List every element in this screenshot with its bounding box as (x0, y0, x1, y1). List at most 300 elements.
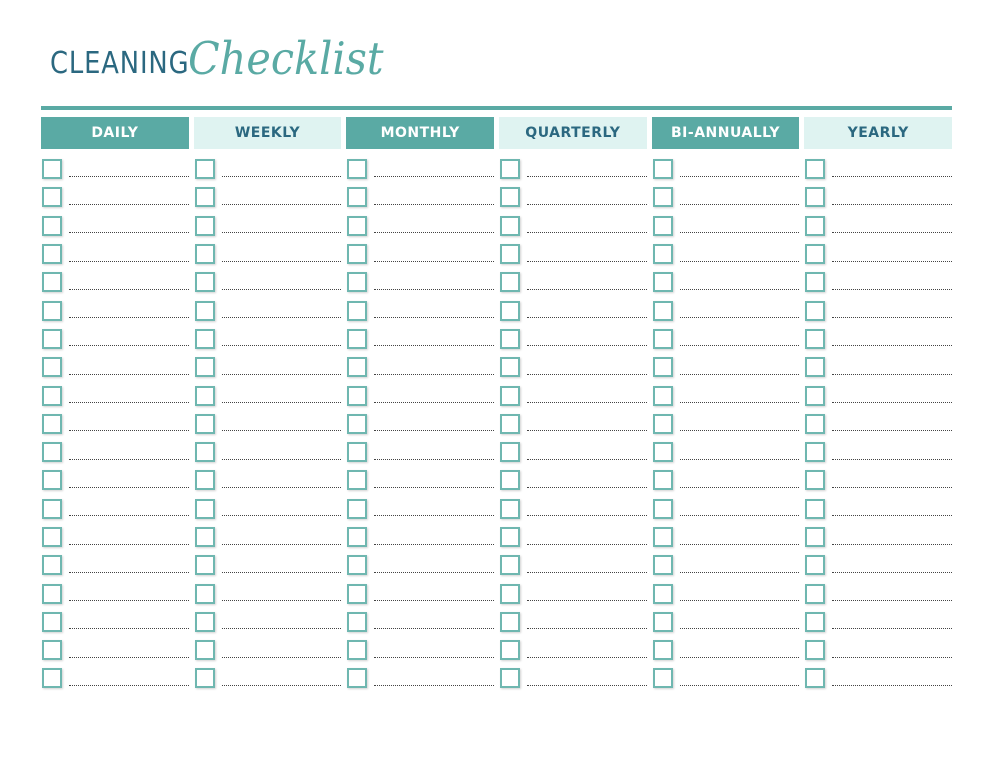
task-line[interactable] (527, 558, 647, 573)
checkbox[interactable] (500, 159, 520, 179)
task-line[interactable] (832, 331, 952, 346)
column-monthly (346, 117, 494, 697)
checkbox[interactable] (653, 301, 673, 321)
task-line[interactable] (374, 586, 494, 601)
checklist-row (194, 579, 342, 607)
task-line[interactable] (832, 501, 952, 516)
checkbox[interactable] (347, 668, 367, 688)
task-line[interactable] (69, 586, 189, 601)
checkbox[interactable] (347, 555, 367, 575)
task-line[interactable] (832, 190, 952, 205)
checkbox[interactable] (500, 640, 520, 660)
checkbox[interactable] (195, 187, 215, 207)
task-line[interactable] (222, 360, 342, 375)
task-line[interactable] (527, 671, 647, 686)
checklist-row (499, 183, 647, 211)
checklist-row (499, 523, 647, 551)
checkbox[interactable] (42, 272, 62, 292)
checklist-row (652, 636, 800, 664)
task-line[interactable] (527, 303, 647, 318)
checklist-row (194, 495, 342, 523)
task-line[interactable] (374, 416, 494, 431)
checkbox[interactable] (195, 527, 215, 547)
checkbox[interactable] (347, 442, 367, 462)
checklist-row (804, 551, 952, 579)
task-line[interactable] (832, 416, 952, 431)
checklist-row (41, 664, 189, 692)
checklist-row (804, 579, 952, 607)
checklist-row (346, 381, 494, 409)
checklist-row (194, 353, 342, 381)
task-line[interactable] (832, 614, 952, 629)
checkbox[interactable] (653, 470, 673, 490)
task-line[interactable] (222, 247, 342, 262)
checkbox[interactable] (653, 386, 673, 406)
checklist-row (41, 466, 189, 494)
checkbox[interactable] (195, 414, 215, 434)
task-line[interactable] (832, 530, 952, 545)
checkbox[interactable] (347, 584, 367, 604)
checklist-row (41, 183, 189, 211)
task-line[interactable] (680, 275, 800, 290)
task-line[interactable] (680, 303, 800, 318)
task-line[interactable] (832, 360, 952, 375)
task-line[interactable] (222, 671, 342, 686)
checkbox[interactable] (42, 414, 62, 434)
task-line[interactable] (374, 614, 494, 629)
checkbox[interactable] (347, 357, 367, 377)
checklist-row (804, 410, 952, 438)
task-line[interactable] (69, 388, 189, 403)
checkbox[interactable] (805, 244, 825, 264)
task-line[interactable] (527, 388, 647, 403)
checklist-row (804, 608, 952, 636)
task-line[interactable] (69, 614, 189, 629)
checklist-row (652, 410, 800, 438)
checkbox[interactable] (653, 272, 673, 292)
checkbox[interactable] (42, 187, 62, 207)
task-line[interactable] (222, 473, 342, 488)
task-line[interactable] (832, 586, 952, 601)
task-line[interactable] (222, 190, 342, 205)
checkbox[interactable] (805, 329, 825, 349)
checklist-row (499, 636, 647, 664)
task-line[interactable] (527, 360, 647, 375)
checkbox[interactable] (195, 442, 215, 462)
checkbox[interactable] (42, 499, 62, 519)
checkbox[interactable] (195, 470, 215, 490)
checkbox[interactable] (500, 329, 520, 349)
checkbox[interactable] (42, 159, 62, 179)
checklist-row (804, 296, 952, 324)
task-line[interactable] (527, 445, 647, 460)
column-bi-annually (652, 117, 800, 697)
task-line[interactable] (832, 643, 952, 658)
checkbox[interactable] (500, 442, 520, 462)
task-line[interactable] (527, 614, 647, 629)
checklist-row (41, 212, 189, 240)
task-line[interactable] (69, 331, 189, 346)
checklist-row (652, 438, 800, 466)
checkbox[interactable] (195, 668, 215, 688)
task-line[interactable] (374, 331, 494, 346)
checkbox[interactable] (500, 187, 520, 207)
task-line[interactable] (832, 218, 952, 233)
checkbox[interactable] (500, 272, 520, 292)
checkbox[interactable] (500, 470, 520, 490)
task-line[interactable] (222, 558, 342, 573)
task-line[interactable] (222, 388, 342, 403)
checkbox[interactable] (653, 555, 673, 575)
task-line[interactable] (680, 247, 800, 262)
task-line[interactable] (832, 303, 952, 318)
checkbox[interactable] (500, 386, 520, 406)
checkbox[interactable] (347, 272, 367, 292)
checkbox[interactable] (42, 527, 62, 547)
checkbox[interactable] (195, 159, 215, 179)
checkbox[interactable] (500, 357, 520, 377)
checkbox[interactable] (42, 442, 62, 462)
checklist-row (346, 579, 494, 607)
task-line[interactable] (680, 558, 800, 573)
task-line[interactable] (527, 331, 647, 346)
task-line[interactable] (374, 303, 494, 318)
checkbox[interactable] (195, 612, 215, 632)
checkbox[interactable] (42, 301, 62, 321)
checkbox[interactable] (42, 386, 62, 406)
column-header: YEARLY (804, 117, 952, 149)
checkbox[interactable] (195, 555, 215, 575)
task-line[interactable] (69, 360, 189, 375)
checkbox[interactable] (42, 555, 62, 575)
checklist-row (194, 381, 342, 409)
task-line[interactable] (222, 331, 342, 346)
column-yearly (804, 117, 952, 697)
task-line[interactable] (374, 501, 494, 516)
task-line[interactable] (69, 275, 189, 290)
checkbox[interactable] (805, 555, 825, 575)
checkbox[interactable] (500, 216, 520, 236)
task-line[interactable] (222, 218, 342, 233)
checkbox[interactable] (42, 244, 62, 264)
task-line[interactable] (374, 643, 494, 658)
checkbox[interactable] (195, 329, 215, 349)
task-line[interactable] (527, 530, 647, 545)
checkbox[interactable] (500, 499, 520, 519)
task-line[interactable] (527, 218, 647, 233)
column-header: MONTHLY (346, 117, 494, 149)
checkbox[interactable] (347, 640, 367, 660)
task-line[interactable] (832, 473, 952, 488)
checklist-row (652, 155, 800, 183)
task-line[interactable] (374, 247, 494, 262)
task-line[interactable] (832, 445, 952, 460)
checklist-row (499, 212, 647, 240)
checklist-row (41, 381, 189, 409)
checklist-row (41, 155, 189, 183)
task-line[interactable] (680, 190, 800, 205)
task-line[interactable] (222, 445, 342, 460)
checklist-row (41, 636, 189, 664)
checklist-row (804, 240, 952, 268)
task-line[interactable] (374, 162, 494, 177)
checkbox[interactable] (653, 527, 673, 547)
title-divider (41, 106, 952, 110)
checkbox[interactable] (500, 527, 520, 547)
checklist-row (41, 325, 189, 353)
checklist-row (804, 495, 952, 523)
checkbox[interactable] (195, 216, 215, 236)
checklist-row (499, 438, 647, 466)
task-line[interactable] (832, 558, 952, 573)
column-quarterly (499, 117, 647, 697)
checkbox[interactable] (195, 386, 215, 406)
task-line[interactable] (69, 671, 189, 686)
task-line[interactable] (222, 501, 342, 516)
checklist-row (499, 608, 647, 636)
checkbox[interactable] (500, 668, 520, 688)
column-header: BI-ANNUALLY (652, 117, 800, 149)
checkbox[interactable] (805, 187, 825, 207)
task-line[interactable] (680, 360, 800, 375)
checkbox[interactable] (195, 640, 215, 660)
checkbox[interactable] (195, 357, 215, 377)
checklist-row (194, 155, 342, 183)
task-line[interactable] (69, 247, 189, 262)
checkbox[interactable] (805, 357, 825, 377)
task-line[interactable] (832, 671, 952, 686)
task-line[interactable] (69, 473, 189, 488)
checkbox[interactable] (347, 414, 367, 434)
checkbox[interactable] (653, 244, 673, 264)
checkbox[interactable] (42, 668, 62, 688)
checkbox[interactable] (653, 357, 673, 377)
checkbox[interactable] (805, 159, 825, 179)
task-line[interactable] (222, 586, 342, 601)
checkbox[interactable] (653, 187, 673, 207)
checklist-row (346, 353, 494, 381)
task-line[interactable] (527, 162, 647, 177)
task-line[interactable] (680, 162, 800, 177)
task-line[interactable] (527, 473, 647, 488)
task-line[interactable] (832, 247, 952, 262)
checkbox[interactable] (805, 527, 825, 547)
checkbox[interactable] (347, 216, 367, 236)
task-line[interactable] (527, 416, 647, 431)
task-line[interactable] (69, 501, 189, 516)
column-header: WEEKLY (194, 117, 342, 149)
task-line[interactable] (527, 247, 647, 262)
checkbox[interactable] (653, 414, 673, 434)
checklist-row (652, 268, 800, 296)
task-line[interactable] (222, 530, 342, 545)
checklist-row (41, 240, 189, 268)
column-daily (41, 117, 189, 697)
checkbox[interactable] (500, 612, 520, 632)
checkbox[interactable] (805, 301, 825, 321)
checkbox[interactable] (42, 329, 62, 349)
checkbox[interactable] (805, 272, 825, 292)
checklist-row (499, 466, 647, 494)
checkbox[interactable] (347, 244, 367, 264)
checkbox[interactable] (347, 329, 367, 349)
checklist-row (804, 268, 952, 296)
task-line[interactable] (527, 501, 647, 516)
checkbox[interactable] (347, 527, 367, 547)
checkbox[interactable] (347, 301, 367, 321)
checkbox[interactable] (805, 640, 825, 660)
task-line[interactable] (69, 190, 189, 205)
checkbox[interactable] (805, 668, 825, 688)
task-line[interactable] (680, 501, 800, 516)
checkbox[interactable] (805, 584, 825, 604)
checklist-row (652, 523, 800, 551)
checklist-row (346, 466, 494, 494)
checklist-row (41, 579, 189, 607)
checkbox[interactable] (42, 640, 62, 660)
checkbox[interactable] (347, 386, 367, 406)
checklist-row (194, 664, 342, 692)
checklist-row (652, 579, 800, 607)
checklist-row (346, 438, 494, 466)
checkbox[interactable] (653, 216, 673, 236)
checkbox[interactable] (42, 470, 62, 490)
task-line[interactable] (832, 388, 952, 403)
checklist-row (804, 212, 952, 240)
checklist-row (652, 664, 800, 692)
checkbox[interactable] (195, 244, 215, 264)
task-line[interactable] (374, 275, 494, 290)
task-line[interactable] (680, 388, 800, 403)
checklist-row (194, 438, 342, 466)
task-line[interactable] (680, 331, 800, 346)
task-line[interactable] (69, 445, 189, 460)
task-line[interactable] (69, 416, 189, 431)
task-line[interactable] (222, 614, 342, 629)
task-line[interactable] (680, 586, 800, 601)
task-line[interactable] (374, 473, 494, 488)
checkbox[interactable] (195, 272, 215, 292)
task-line[interactable] (832, 162, 952, 177)
checkbox[interactable] (42, 216, 62, 236)
checklist-row (346, 608, 494, 636)
task-line[interactable] (69, 218, 189, 233)
checkbox[interactable] (500, 244, 520, 264)
checkbox[interactable] (805, 216, 825, 236)
task-line[interactable] (222, 643, 342, 658)
task-line[interactable] (374, 360, 494, 375)
checklist-row (194, 240, 342, 268)
task-line[interactable] (374, 671, 494, 686)
task-line[interactable] (69, 162, 189, 177)
checklist-row (652, 296, 800, 324)
checklist-row (499, 579, 647, 607)
checklist-row (652, 212, 800, 240)
checklist-row (499, 495, 647, 523)
checkbox[interactable] (805, 612, 825, 632)
task-line[interactable] (69, 558, 189, 573)
task-line[interactable] (527, 190, 647, 205)
checkbox[interactable] (500, 584, 520, 604)
checkbox[interactable] (653, 584, 673, 604)
task-line[interactable] (680, 530, 800, 545)
checkbox[interactable] (195, 584, 215, 604)
checkbox[interactable] (653, 668, 673, 688)
checkbox[interactable] (805, 470, 825, 490)
task-line[interactable] (680, 671, 800, 686)
checkbox[interactable] (347, 470, 367, 490)
task-line[interactable] (374, 530, 494, 545)
checkbox[interactable] (347, 187, 367, 207)
checkbox[interactable] (42, 357, 62, 377)
task-line[interactable] (222, 416, 342, 431)
checkbox[interactable] (653, 159, 673, 179)
checkbox[interactable] (195, 301, 215, 321)
task-line[interactable] (69, 643, 189, 658)
checkbox[interactable] (195, 499, 215, 519)
checkbox[interactable] (805, 386, 825, 406)
task-line[interactable] (527, 643, 647, 658)
checkbox[interactable] (347, 499, 367, 519)
task-line[interactable] (680, 445, 800, 460)
task-line[interactable] (222, 162, 342, 177)
task-line[interactable] (680, 643, 800, 658)
checklist-row (652, 608, 800, 636)
checklist-row (41, 608, 189, 636)
task-line[interactable] (374, 558, 494, 573)
task-line[interactable] (680, 473, 800, 488)
checklist-row (499, 410, 647, 438)
checklist-row (346, 155, 494, 183)
task-line[interactable] (832, 275, 952, 290)
checkbox[interactable] (805, 499, 825, 519)
task-line[interactable] (527, 586, 647, 601)
task-line[interactable] (374, 388, 494, 403)
checklist-row (804, 466, 952, 494)
task-line[interactable] (374, 218, 494, 233)
checkbox[interactable] (500, 301, 520, 321)
checkbox[interactable] (347, 159, 367, 179)
checkbox[interactable] (805, 442, 825, 462)
title-cleaning: CLEANING (50, 46, 190, 81)
task-line[interactable] (222, 275, 342, 290)
task-line[interactable] (69, 303, 189, 318)
checkbox[interactable] (805, 414, 825, 434)
checkbox[interactable] (653, 329, 673, 349)
checkbox[interactable] (653, 499, 673, 519)
task-line[interactable] (69, 530, 189, 545)
checklist-row (499, 155, 647, 183)
checkbox[interactable] (42, 612, 62, 632)
checkbox[interactable] (347, 612, 367, 632)
checklist-row (346, 551, 494, 579)
checkbox[interactable] (500, 414, 520, 434)
checkbox[interactable] (653, 640, 673, 660)
task-line[interactable] (680, 416, 800, 431)
task-line[interactable] (374, 190, 494, 205)
checkbox[interactable] (653, 612, 673, 632)
checkbox[interactable] (42, 584, 62, 604)
checklist-row (499, 325, 647, 353)
task-line[interactable] (680, 614, 800, 629)
checklist-row (194, 212, 342, 240)
task-line[interactable] (222, 303, 342, 318)
checkbox[interactable] (500, 555, 520, 575)
task-line[interactable] (680, 218, 800, 233)
task-line[interactable] (527, 275, 647, 290)
checkbox[interactable] (653, 442, 673, 462)
task-line[interactable] (374, 445, 494, 460)
